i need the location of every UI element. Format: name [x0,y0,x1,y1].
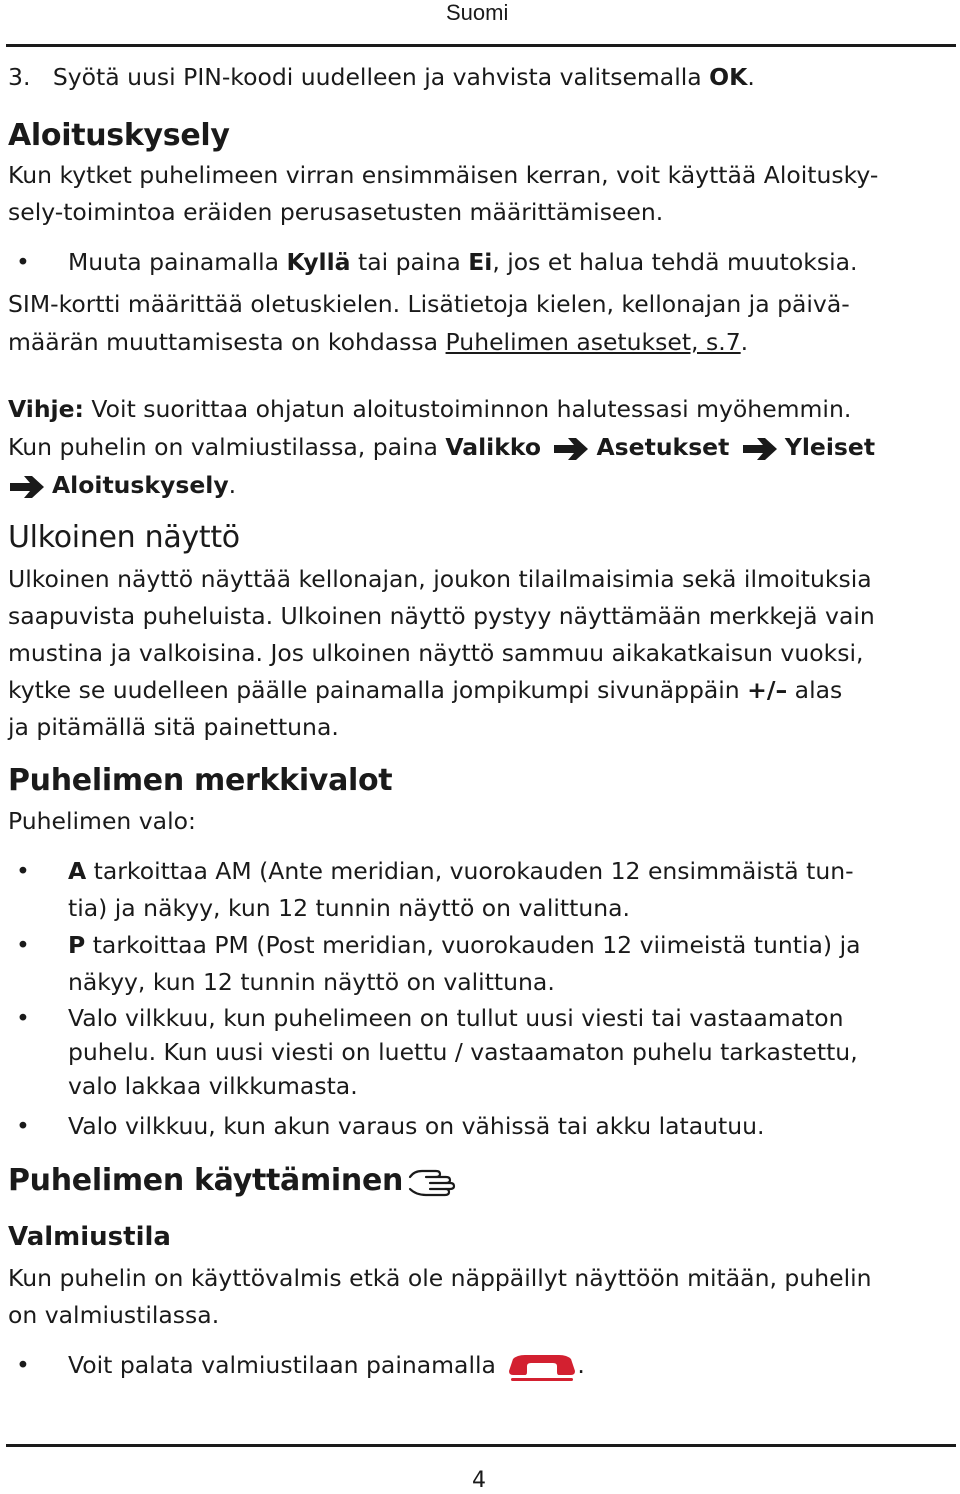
external-title: Ulkoinen näyttö [8,520,240,555]
lights-bullet-a: • A tarkoittaa AM (Ante meridian, vuorokauden 12 ensimmäistä tun- tia) ja näkyy, kun 12 tunnin näyttö on valittuna. [8,853,952,927]
aloituskysely-line2: sely-toimintoa eräiden perusasetusten määrittämiseen. [8,198,664,226]
external-line1: Ulkoinen näyttö näyttää kellonajan, joukon tilailmaisimia sekä ilmoituksia [8,565,872,593]
step-3: 3. Syötä uusi PIN-koodi uudelleen ja vahvista valitsemalla OK. [8,63,755,91]
usage-title-row [8,1163,952,1199]
bullet-dot: • [16,1112,30,1140]
standby-title: Valmiustila [8,1222,171,1252]
bullet-dot: • [16,1004,30,1032]
page-number: 4 [472,1468,486,1493]
bullet-dot: • [16,1351,30,1379]
aloituskysely-bullet: • Muuta painamalla Kyllä tai paina Ei, jos et halua tehdä muutoksia. [8,244,952,281]
external-line5: ja pitämällä sitä painettuna. [8,713,339,741]
aloituskysely-title: Aloituskysely [8,118,230,153]
usage-line1: Kun puhelin on käyttövalmis etkä ole näppäillyt näyttöön mitään, puhelin [8,1264,872,1292]
ok-key: OK [709,63,748,91]
external-line4: kytke se uudelleen päälle painamalla jompikumpi sivunäppäin +/– alas [8,676,843,704]
sim-line2: määrän muuttamisesta on kohdassa Puhelimen asetukset, s.7. [8,328,749,356]
lights-title: Puhelimen merkkivalot [8,763,393,798]
settings-link[interactable]: Puhelimen asetukset, s.7 [445,328,741,356]
bullet-dot: • [16,248,30,276]
hand-icon [406,1163,462,1199]
external-line2: saapuvista puheluista. Ulkoinen näyttö pystyy näyttämään merkkejä vain [8,602,875,630]
aloituskysely-line1: Kun kytket puhelimeen virran ensimmäisen kerran, voit käyttää Aloitusky- [8,161,879,189]
bottom-rule [6,1444,956,1447]
usage-bullet: • Voit palata valmiustilaan painamalla . [8,1347,952,1384]
lights-bullet-p: • P tarkoittaa PM (Post meridian, vuorokauden 12 viimeistä tuntia) ja näkyy, kun 12 tunnin näyttö on valittuna. [8,927,952,1001]
usage-title: Puhelimen käyttäminen [8,1163,404,1198]
arrow-right-icon [8,474,48,500]
lights-bullet-battery: • Valo vilkkuu, kun akun varaus on vähissä tai akku latautuu. [8,1108,952,1145]
end-call-key-icon [507,1353,577,1381]
lights-bullet-message: • Valo vilkkuu, kun puhelimeen on tullut uusi viesti tai vastaamaton puhelu. Kun uusi viesti on luettu / vastaamaton puhelu tarkastettu, valo lakkaa vilkkumasta. [8,1001,952,1103]
tip-line1: Vihje: Voit suorittaa ohjatun aloitustoiminnon halutessasi myöhemmin. [8,395,852,423]
tip-line2: Kun puhelin on valmiustilassa, paina Valikko Asetukset Yleiset [8,433,876,461]
tip-line3: Aloituskysely. [8,467,952,504]
top-rule [6,44,956,47]
usage-line2: on valmiustilassa. [8,1301,220,1329]
sim-line1: SIM-kortti määrittää oletuskielen. Lisätietoja kielen, kellonajan ja päivä- [8,290,850,318]
bullet-dot: • [16,931,30,959]
bullet-dot: • [16,857,30,885]
arrow-right-icon [741,436,781,462]
language-label: Suomi [446,0,509,25]
external-line3: mustina ja valkoisina. Jos ulkoinen näyttö sammuu aikakatkaisun vuoksi, [8,639,864,667]
lights-subtitle: Puhelimen valo: [8,807,196,835]
arrow-right-icon [552,436,592,462]
